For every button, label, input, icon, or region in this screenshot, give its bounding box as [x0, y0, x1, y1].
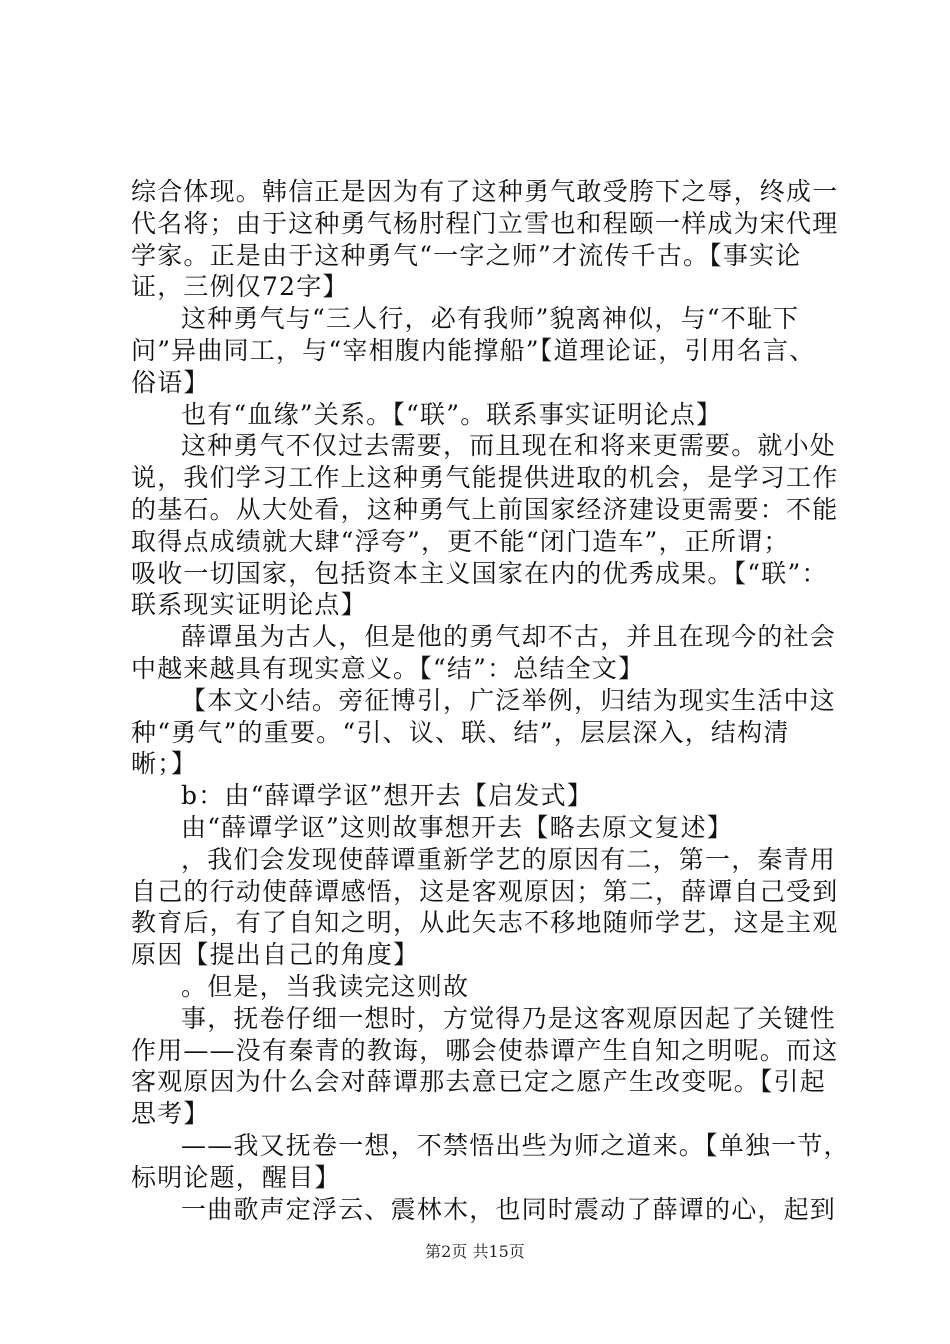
text-line: 种“勇气”的重要。“引、议、联、结”，层层深入，结构清: [131, 717, 790, 747]
text-line: 综合体现。韩信正是因为有了这种勇气敢受胯下之辱，终成一: [131, 177, 839, 206]
text-line: 吸收一切国家，包括资本主义国家在内的优秀成果。【“联”：: [131, 558, 828, 588]
page-footer: 第2页 共15页: [425, 1242, 525, 1261]
text-line: 联系现实证明论点】: [131, 590, 367, 620]
text-line: 这种勇气与“三人行，必有我师”貌离神似，与“不耻下: [181, 304, 800, 334]
text-line: 问”异曲同工，与“宰相腹内能撑船”【道理论证，引用名言、: [131, 335, 816, 365]
text-line: ，我们会发现使薛谭重新学艺的原因有二，第一，秦青用: [181, 844, 837, 874]
text-line: ——我又抚卷一想，不禁悟出些为师之道来。【单独一节，: [181, 1130, 850, 1160]
text-line: 思考】: [131, 1099, 210, 1129]
text-line: 薛谭虽为古人，但是他的勇气却不古，并且在现今的社会: [181, 622, 837, 652]
text-line: 的基石。从大处看，这种勇气上前国家经济建设更需要：不能: [131, 494, 839, 524]
text-line: 取得点成绩就大肆“浮夸”，更不能“闭门造车”，正所谓；: [131, 526, 790, 556]
text-line: 证，三例仅72字】: [131, 272, 349, 302]
document-body: [131, 176, 850, 1225]
text-line: 学家。正是由于这种勇气“一字之师”才流传千古。【事实论: [131, 240, 802, 270]
text-line: 说，我们学习工作上这种勇气能提供进取的机会，是学习工作: [131, 463, 839, 493]
text-line: 自己的行动使薛谭感悟，这是客观原因；第二，薛谭自己受到: [131, 876, 839, 906]
text-line: b：由“薛谭学讴”想开去【启发式】: [181, 781, 593, 811]
text-line: 事，抚卷仔细一想时，方觉得乃是这客观原因起了关键性: [181, 1003, 837, 1033]
text-line: 俗语】: [131, 367, 210, 397]
text-line: 一曲歌声定浮云、震林木，也同时震动了薛谭的心，起到: [181, 1194, 837, 1224]
text-line: 由“薛谭学讴”这则故事想开去【略去原文复述】: [181, 812, 733, 842]
text-line: 晰；】: [131, 749, 198, 779]
text-line: 中越来越具有现实意义。【“结”：总结全文】: [131, 653, 645, 683]
text-line: 作用——没有秦青的教诲，哪会使恭谭产生自知之明呢。而这: [131, 1035, 839, 1065]
text-line: 客观原因为什么会对薛谭那去意已定之愿产生改变呢。【引起: [131, 1067, 826, 1097]
text-line: 代名将；由于这种勇气杨肘程门立雪也和程颐一样成为宋代理: [131, 208, 839, 238]
text-line: 教育后，有了自知之明，从此矢志不移地随师学艺，这是主观: [131, 908, 839, 938]
text-line: 也有“血缘”关系。【“联”。联系事实证明论点】: [181, 399, 723, 429]
text-line: 这种勇气不仅过去需要，而且现在和将来更需要。就小处: [181, 431, 837, 461]
text-line: 【本文小结。旁征博引，广泛举例，归结为现实生活中这: [181, 685, 837, 715]
text-line: 标明论题，醒目】: [131, 1162, 341, 1192]
text-line: 。但是，当我读完这则故: [181, 971, 470, 1001]
text-line: 原因【提出自己的角度】: [131, 940, 420, 970]
